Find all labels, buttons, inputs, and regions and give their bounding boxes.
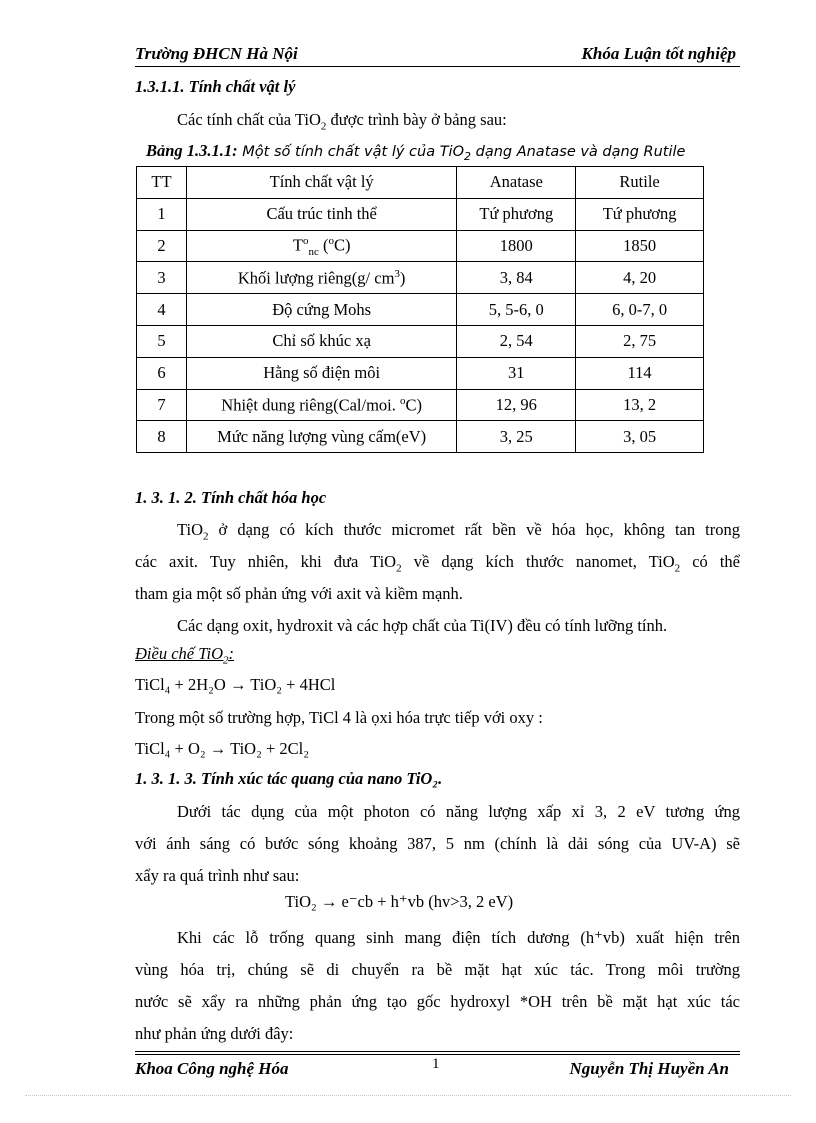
col-header-tt: TT	[137, 167, 187, 199]
cell-anatase: 31	[457, 357, 576, 389]
properties-table	[136, 166, 704, 453]
cell-rutile: 6, 0-7, 0	[576, 294, 704, 326]
cell-property: $T^o_{nc}$ ($^o$C)	[186, 230, 456, 262]
cell-anatase: 5, 5-6, 0	[457, 294, 576, 326]
paragraph-line: xẩy ra quá trình như sau:	[135, 866, 300, 885]
cell-property: Khối lượng riêng(g/ $cm^3$)	[186, 262, 456, 294]
paragraph-line: Các dạng oxit, hydroxit và các hợp chất của Ti(IV) đều có tính lưỡng tính.	[177, 616, 668, 635]
footer-author: Nguyễn Thị Huyền An	[569, 1059, 729, 1078]
table-caption: Bảng 1.3.1.1: Một số tính chất vật lý của TiO$_2$ dạng Anatase và dạng Rutile	[146, 141, 686, 163]
cell-anatase: 2, 54	[457, 325, 576, 357]
table-header-row	[137, 167, 704, 199]
cell-tt: 4	[137, 294, 187, 326]
cell-tt: 5	[137, 325, 187, 357]
oxidation-text: Trong một số trường hợp, TiCl 4 là ọxi hóa trực tiếp với oxy :	[135, 708, 543, 727]
cell-tt: 8	[137, 421, 187, 453]
cell-tt: 1	[137, 198, 187, 230]
table-row	[137, 389, 704, 421]
table-row	[137, 325, 704, 357]
page-number: 1	[432, 1056, 440, 1072]
paragraph-line: như phản ứng dưới đây:	[135, 1024, 294, 1043]
cell-rutile: 2, 75	[576, 325, 704, 357]
cell-property: Chỉ số khúc xạ	[186, 325, 456, 357]
cell-anatase: 3, 25	[457, 421, 576, 453]
paragraph-line: Khi các lỗ trống quang sinh mang điện tích dương (h⁺vb) xuất hiện trên	[177, 928, 740, 947]
section-heading-photocatalytic: 1. 3. 1. 3. Tính xúc tác quang của nano TiO₂.	[135, 769, 443, 788]
header-school: Trường ĐHCN Hà Nội	[135, 44, 298, 63]
cell-rutile: 1850	[576, 230, 704, 262]
paragraph-line: các axit. Tuy nhiên, khi đưa TiO$_2$ về dạng kích thước nanomet, TiO$_2$ có thể	[135, 552, 740, 575]
preparation-label: Điều chế TiO$_2$:	[135, 644, 234, 667]
table-row	[137, 262, 704, 294]
footer-rule-top	[135, 1051, 740, 1052]
cell-property: Cấu trúc tinh thể	[186, 198, 456, 230]
paragraph-line: Dưới tác dụng của một photon có năng lượng xấp xỉ 3, 2 eV tương ứng	[177, 802, 740, 821]
table-row	[137, 230, 704, 262]
paragraph-line: vùng hóa trị, chúng sẽ di chuyển ra bề mặt hạt xúc tác. Trong môi trường	[135, 960, 740, 979]
paragraph-line: nước sẽ xẩy ra những phản ứng tạo gốc hydroxyl *OH trên bề mặt hạt xúc tác	[135, 992, 740, 1011]
cell-property: Nhiệt dung riêng(Cal/moi. $^o$C)	[186, 389, 456, 421]
equation-oxidation: TiCl₄ + O₂ → TiO₂ + 2Cl₂	[135, 739, 309, 758]
intro-text: Các tính chất của TiO$_2$ được trình bày ở bảng sau:	[177, 110, 507, 133]
cell-rutile: 114	[576, 357, 704, 389]
paragraph-line: tham gia một số phản ứng với axit và kiềm mạnh.	[135, 584, 463, 603]
cell-property: Độ cứng Mohs	[186, 294, 456, 326]
holes-paragraph	[135, 922, 740, 1050]
equation-photoexcitation: TiO₂ → e⁻cb + h⁺vb (hv>3, 2 eV)	[285, 892, 514, 911]
cell-rutile: 4, 20	[576, 262, 704, 294]
section-heading-physical: 1.3.1.1. Tính chất vật lý	[135, 77, 296, 96]
cell-rutile: 3, 05	[576, 421, 704, 453]
cell-tt: 7	[137, 389, 187, 421]
header-rule	[135, 66, 740, 67]
col-header-property: Tính chất vật lý	[186, 167, 456, 199]
cell-tt: 3	[137, 262, 187, 294]
equation-hydrolysis: TiCl₄ + 2H₂O → TiO₂ + 4HCl	[135, 675, 336, 694]
cell-anatase: Tứ phương	[457, 198, 576, 230]
table-row	[137, 357, 704, 389]
cell-property: Hằng số điện môi	[186, 357, 456, 389]
paragraph-line: với ánh sáng có bước sóng khoảng 387, 5 nm (chính là dải sóng của UV-A) sẽ	[135, 834, 740, 853]
header-thesis: Khóa Luận tốt nghiệp	[581, 44, 736, 63]
table-row	[137, 421, 704, 453]
cell-tt: 2	[137, 230, 187, 262]
footer-faculty: Khoa Công nghệ Hóa	[135, 1059, 289, 1078]
cell-tt: 6	[137, 357, 187, 389]
cell-rutile: Tứ phương	[576, 198, 704, 230]
cell-anatase: 3, 84	[457, 262, 576, 294]
chemical-paragraph	[135, 514, 740, 642]
cell-property: Mức năng lượng vùng cấm(eV)	[186, 421, 456, 453]
cell-rutile: 13, 2	[576, 389, 704, 421]
photon-paragraph	[135, 796, 740, 892]
section-heading-chemical: 1. 3. 1. 2. Tính chất hóa học	[135, 488, 327, 507]
cell-anatase: 12, 96	[457, 389, 576, 421]
page-break-divider	[25, 1095, 791, 1096]
col-header-anatase: Anatase	[457, 167, 576, 199]
table-row	[137, 198, 704, 230]
cell-anatase: 1800	[457, 230, 576, 262]
paragraph-line: TiO$_2$ ở dạng có kích thước micromet rất bền về hóa học, không tan trong	[177, 520, 740, 543]
table-row	[137, 294, 704, 326]
footer-rule-bottom	[135, 1054, 740, 1055]
col-header-rutile: Rutile	[576, 167, 704, 199]
